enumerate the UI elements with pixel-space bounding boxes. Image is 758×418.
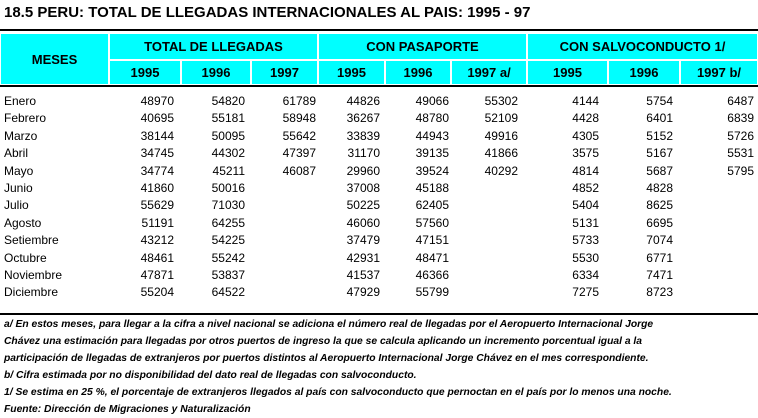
footnote-1: 1/ Se estima en 25 %, el porcentaje de extranjeros llegados al país con salvoconducto que pernoctan en el país por lo menos una noche. bbox=[4, 386, 672, 398]
row-month-label: Octubre bbox=[4, 251, 47, 265]
row-month-label: Marzo bbox=[4, 129, 38, 143]
header-year-salvo-1995: 1995 bbox=[528, 61, 607, 84]
table-cell: 5687 bbox=[646, 164, 673, 178]
table-cell: 49066 bbox=[415, 94, 449, 108]
header-meses: MESES bbox=[1, 34, 108, 84]
table-cell: 45211 bbox=[212, 164, 245, 178]
row-month-label: Mayo bbox=[4, 164, 34, 178]
table-cell: 40695 bbox=[140, 111, 174, 125]
table-cell: 33839 bbox=[346, 129, 380, 143]
table-cell: 40292 bbox=[484, 164, 518, 178]
header-total: TOTAL DE LLEGADAS bbox=[110, 34, 317, 59]
table-cell: 4814 bbox=[572, 164, 599, 178]
footnotes bbox=[4, 317, 754, 418]
table-cell: 37479 bbox=[346, 233, 380, 247]
table-cell: 49916 bbox=[484, 129, 518, 143]
table-cell: 6771 bbox=[646, 251, 673, 265]
row-month-label: Julio bbox=[4, 198, 29, 212]
table-cell: 50225 bbox=[346, 198, 380, 212]
header-year-pas-1997: 1997 a/ bbox=[452, 61, 526, 84]
page-title: 18.5 PERU: TOTAL DE LLEGADAS INTERNACIONALES AL PAIS: 1995 - 97 bbox=[4, 4, 531, 21]
table-cell: 7074 bbox=[646, 233, 673, 247]
table-cell: 54820 bbox=[211, 94, 245, 108]
table-cell: 6839 bbox=[727, 111, 754, 125]
table-cell: 3575 bbox=[572, 146, 599, 160]
header-year-total-1995: 1995 bbox=[110, 61, 180, 84]
footnote-b: b/ Cifra estimada por no disponibilidad del dato real de llegadas con salvoconducto. bbox=[4, 369, 417, 381]
table-cell: 55204 bbox=[140, 285, 174, 299]
table-cell: 6334 bbox=[572, 268, 599, 282]
table-cell: 5167 bbox=[646, 146, 673, 160]
table-cell: 57560 bbox=[415, 216, 449, 230]
table-cell: 41537 bbox=[346, 268, 380, 282]
table-cell: 37008 bbox=[346, 181, 380, 195]
table-cell: 61789 bbox=[282, 94, 316, 108]
table-cell: 46060 bbox=[346, 216, 380, 230]
top-rule bbox=[0, 29, 758, 31]
header-year-total-1996: 1996 bbox=[182, 61, 250, 84]
table-cell: 55302 bbox=[484, 94, 518, 108]
table-cell: 48461 bbox=[140, 251, 174, 265]
table-cell: 6695 bbox=[646, 216, 673, 230]
table-cell: 55642 bbox=[282, 129, 316, 143]
header-year-pas-1996: 1996 bbox=[386, 61, 450, 84]
table-cell: 31170 bbox=[347, 146, 380, 160]
row-month-label: Noviembre bbox=[4, 268, 63, 282]
table-cell: 7275 bbox=[572, 285, 599, 299]
header-year-total-1997: 1997 bbox=[252, 61, 317, 84]
header-salvo: CON SALVOCONDUCTO 1/ bbox=[528, 34, 757, 59]
table-cell: 45188 bbox=[415, 181, 449, 195]
row-month-label: Febrero bbox=[4, 111, 47, 125]
table-cell: 5152 bbox=[646, 129, 673, 143]
table-cell: 34745 bbox=[140, 146, 174, 160]
table-cell: 5531 bbox=[727, 146, 754, 160]
table-cell: 55242 bbox=[211, 251, 245, 265]
table-cell: 47871 bbox=[140, 268, 174, 282]
footnote-a: a/ En estos meses, para llegar a la cifra a nivel nacional se adiciona el número real de llegadas por el Aeropuerto Internacional Jorge bbox=[4, 319, 654, 330]
table-cell: 39524 bbox=[415, 164, 449, 178]
table-cell: 48780 bbox=[415, 111, 449, 125]
header-bottom-rule bbox=[0, 85, 758, 87]
source-note: Fuente: Dirección de Migraciones y Naturalización bbox=[4, 403, 251, 415]
table-cell: 34774 bbox=[140, 164, 174, 178]
table-cell: 5795 bbox=[727, 164, 754, 178]
table-cell: 41860 bbox=[140, 181, 174, 195]
table-cell: 48471 bbox=[415, 251, 449, 265]
table-cell: 71030 bbox=[211, 198, 245, 212]
table-bottom-rule bbox=[0, 313, 758, 315]
table-cell: 29960 bbox=[346, 164, 380, 178]
table-cell: 5131 bbox=[572, 216, 599, 230]
table-cell: 46087 bbox=[282, 164, 316, 178]
table-cell: 50016 bbox=[211, 181, 245, 195]
footnote-a-cont1: Chávez una estimación para llegadas por otros puertos de ingreso la que se calcula aplicando un incremento porcentual igual a la bbox=[4, 335, 643, 347]
table-cell: 6401 bbox=[646, 111, 673, 125]
table-cell: 54225 bbox=[211, 233, 245, 247]
table-cell: 5404 bbox=[572, 198, 599, 212]
footnote-a-cont2: participación de llegadas de extranjeros por puertos distintos al Aeropuerto Internacional Jorge Chávez en el mes correspondiente. bbox=[4, 352, 649, 364]
table-cell: 39135 bbox=[415, 146, 449, 160]
table-cell: 47929 bbox=[346, 285, 380, 299]
row-month-label: Enero bbox=[4, 94, 37, 108]
row-month-label: Abril bbox=[4, 146, 29, 160]
table-cell: 43212 bbox=[140, 233, 174, 247]
row-month-label: Diciembre bbox=[4, 285, 59, 299]
table-cell: 5726 bbox=[727, 129, 754, 143]
table-cell: 4428 bbox=[572, 111, 599, 125]
table-cell: 48970 bbox=[140, 94, 174, 108]
table-cell: 41866 bbox=[484, 146, 518, 160]
table-cell: 6487 bbox=[727, 94, 754, 108]
table-cell: 64255 bbox=[211, 216, 245, 230]
table-cell: 5733 bbox=[572, 233, 599, 247]
header-pasaporte: CON PASAPORTE bbox=[319, 34, 526, 59]
header-year-salvo-1997: 1997 b/ bbox=[681, 61, 757, 84]
table-cell: 5530 bbox=[572, 251, 599, 265]
table-cell: 4305 bbox=[572, 129, 599, 143]
table-cell: 53837 bbox=[211, 268, 245, 282]
row-month-label: Setiembre bbox=[4, 233, 59, 247]
table-cell: 8625 bbox=[646, 198, 673, 212]
table-cell: 4828 bbox=[646, 181, 673, 195]
table-cell: 8723 bbox=[646, 285, 673, 299]
table-cell: 52109 bbox=[484, 111, 518, 125]
row-month-label: Junio bbox=[4, 181, 33, 195]
table-cell: 44943 bbox=[415, 129, 449, 143]
table-cell: 51191 bbox=[141, 216, 174, 230]
table-cell: 64522 bbox=[211, 285, 245, 299]
table-cell: 42931 bbox=[346, 251, 380, 265]
table-cell: 44826 bbox=[346, 94, 380, 108]
table-cell: 7471 bbox=[646, 268, 673, 282]
table-cell: 55799 bbox=[415, 285, 449, 299]
table-cell: 47397 bbox=[282, 146, 316, 160]
table-cell: 5754 bbox=[646, 94, 673, 108]
header-year-pas-1995: 1995 bbox=[319, 61, 384, 84]
table-cell: 47151 bbox=[415, 233, 449, 247]
row-month-label: Agosto bbox=[4, 216, 42, 230]
table-cell: 55629 bbox=[140, 198, 174, 212]
table-cell: 58948 bbox=[282, 111, 316, 125]
table-cell: 62405 bbox=[415, 198, 449, 212]
header-year-salvo-1996: 1996 bbox=[609, 61, 679, 84]
table-cell: 44302 bbox=[211, 146, 245, 160]
table-cell: 50095 bbox=[211, 129, 245, 143]
table-cell: 4852 bbox=[572, 181, 599, 195]
table-cell: 4144 bbox=[572, 94, 599, 108]
table-cell: 36267 bbox=[346, 111, 380, 125]
table-cell: 55181 bbox=[211, 111, 245, 125]
table-cell: 46366 bbox=[415, 268, 449, 282]
table-cell: 38144 bbox=[140, 129, 174, 143]
